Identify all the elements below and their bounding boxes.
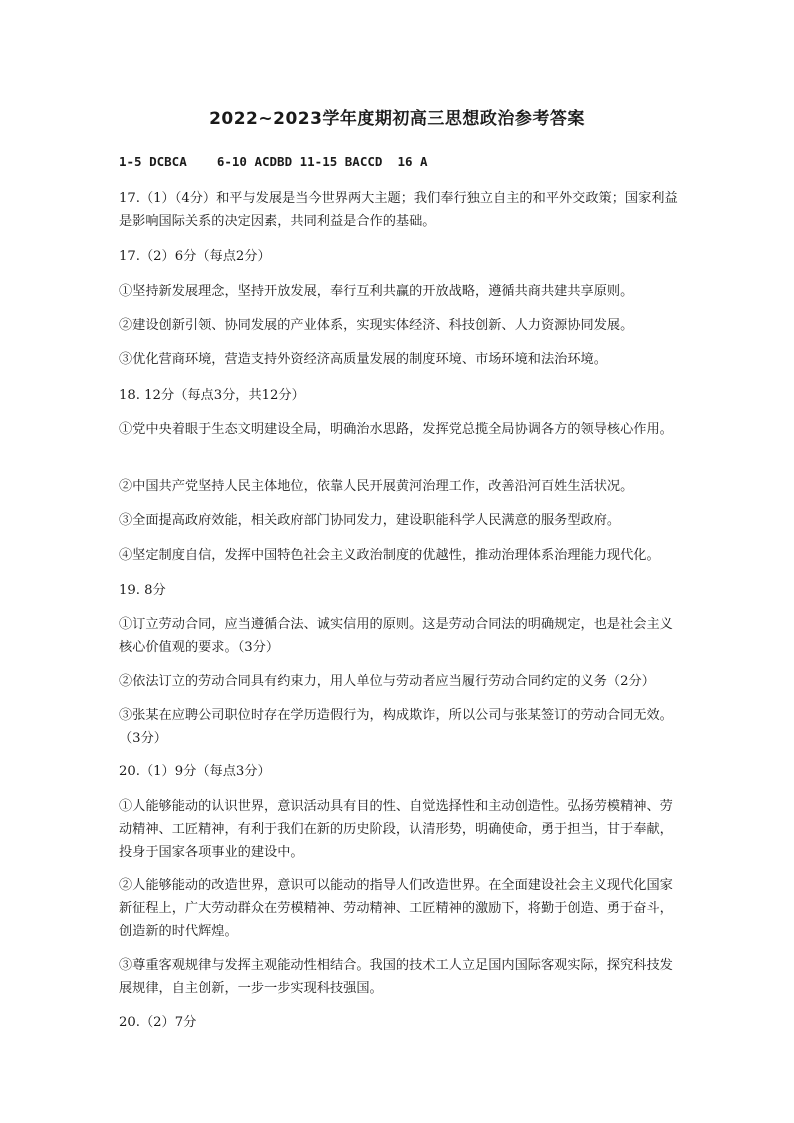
answer-18-point-4: ④坚定制度自信，发挥中国特色社会主义政治制度的优越性，推动治理体系治理能力现代化。 — [119, 548, 660, 563]
choice-answers: 1-5 DCBCA 6-10 ACDBD 11-15 BACCD 16 A — [119, 154, 428, 169]
answer-17-2-point-2: ②建设创新引领、协同发展的产业体系，实现实体经济、科技创新、人力资源协同发展。 — [119, 318, 634, 333]
answer-19-point-3: ③张某在应聘公司职位时存在学历造假行为，构成欺诈，所以公司与张某签订的劳动合同无效。（3分） — [119, 708, 673, 746]
answer-18-heading: 18. 12分（每点3分，共12分） — [119, 388, 305, 403]
answer-19-point-1: ①订立劳动合同，应当遵循合法、诚实信用的原则。这是劳动合同法的明确规定，也是社会主义核心价值观的要求。（3分） — [119, 617, 673, 655]
answer-17-1: 17.（1）（4分）和平与发展是当今世界两大主题；我们奉行独立自主的和平外交政策；国家利益是影响国际关系的决定因素，共同利益是合作的基础。 — [119, 191, 678, 229]
document-title: 2022~2023学年度期初高三思想政治参考答案 — [209, 109, 585, 129]
answer-19-heading: 19. 8分 — [119, 583, 166, 598]
answer-20-2-heading: 20.（2）7分 — [119, 1015, 197, 1030]
answer-20-1-point-2: ②人能够能动的改造世界，意识可以能动的指导人们改造世界。在全面建设社会主义现代化国家新征程上，广大劳动群众在劳模精神、劳动精神、工匠精神的激励下，将勤于创造、勇于奋斗，创造新的时代辉煌。 — [119, 878, 673, 939]
answer-18-point-2: ②中国共产党坚持人民主体地位，依靠人民开展黄河治理工作，改善沿河百姓生活状况。 — [119, 479, 634, 494]
answer-17-2-point-1: ①坚持新发展理念，坚持开放发展，奉行互利共赢的开放战略，遵循共商共建共享原则。 — [119, 284, 634, 299]
answer-20-1-point-3: ③尊重客观规律与发挥主观能动性相结合。我国的技术工人立足国内国际客观实际，探究科技发展规律，自主创新，一步一步实现科技强国。 — [119, 958, 673, 996]
answer-17-2-heading: 17.（2）6分（每点2分） — [119, 249, 271, 264]
answer-19-point-2: ②依法订立的劳动合同具有约束力，用人单位与劳动者应当履行劳动合同约定的义务（2分） — [119, 674, 655, 689]
answer-20-1-heading: 20.（1）9分（每点3分） — [119, 764, 271, 779]
answer-18-point-3: ③全面提高政府效能，相关政府部门协同发力，建设职能科学人民满意的服务型政府。 — [119, 513, 621, 528]
answer-17-2-point-3: ③优化营商环境，营造支持外资经济高质量发展的制度环境、市场环境和法治环境。 — [119, 352, 607, 367]
answer-20-1-point-1: ①人能够能动的认识世界，意识活动具有目的性、自觉选择性和主动创造性。弘扬劳模精神、劳动精神、工匠精神，有利于我们在新的历史阶段，认清形势，明确使命，勇于担当，甘于奉献，投身于国家各项事业的建设中。 — [119, 799, 673, 860]
answer-18-point-1: ①党中央着眼于生态文明建设全局，明确治水思路，发挥党总揽全局协调各方的领导核心作用。 — [119, 422, 673, 437]
